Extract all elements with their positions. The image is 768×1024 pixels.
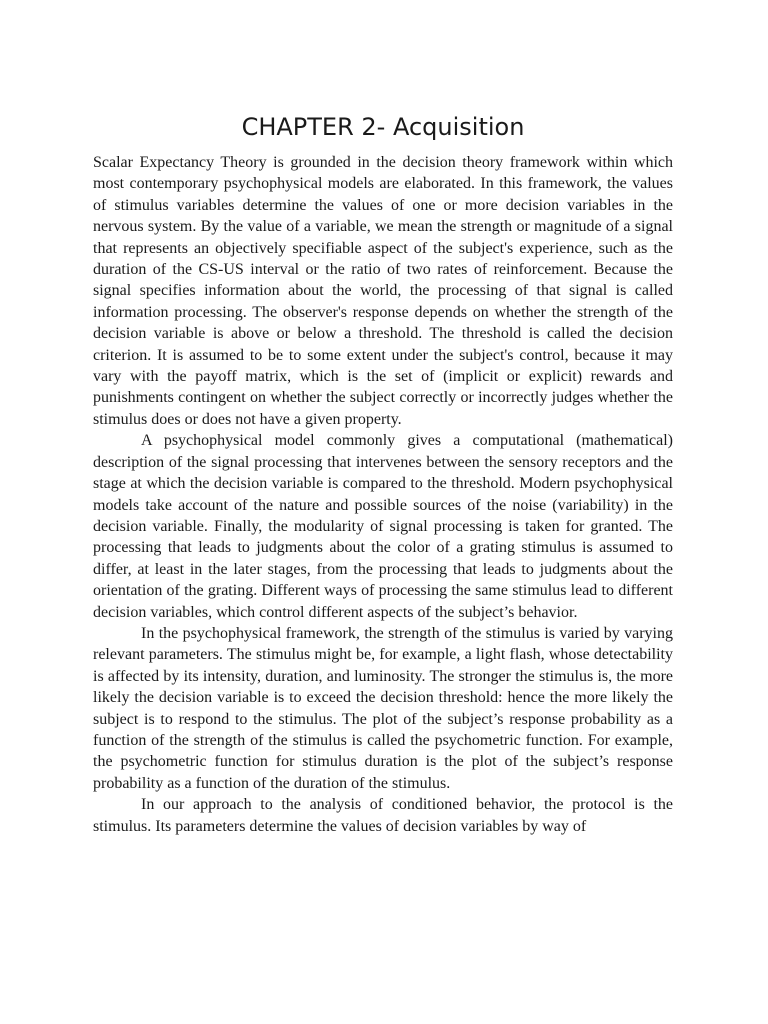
paragraph-1: Scalar Expectancy Theory is grounded in the decision theory framework within which most contemporary psychophysical models are elaborated. In this framework, the values of stimulus variables determine the values of one or more decision variables in the nervous system. By the value of a variable, we mean the strength or magnitude of a signal that represents an objectively specifiable aspect of the subject's experience, such as the duration of the CS-US interval or the ratio of two rates of reinforcement. Because the signal specifies information about the world, the processing of that signal is called information processing. The observer's response depends on whether the strength of the decision variable is above or below a threshold. The threshold is called the decision criterion. It is assumed to be to some extent under the subject's control, because it may vary with the payoff matrix, which is the set of (implicit or explicit) rewards and punishments contingent on whether the subject correctly or incorrectly judges whether the stimulus does or does not have a given property. — [93, 154, 673, 428]
paragraph-2: A psychophysical model commonly gives a computational (mathematical) description of the signal processing that intervenes between the sensory receptors and the stage at which the decision variable is compared to the threshold. Modern psychophysical models take account of the nature and possible sources of the noise (variability) in the decision variable. Finally, the modularity of signal processing is taken for granted. The processing that leads to judgments about the color of a grating stimulus is assumed to differ, at least in the later stages, from the processing that leads to judgments about the orientation of the grating. Different ways of processing the same stimulus lead to different decision variables, which control different aspects of the subject’s behavior. — [93, 432, 673, 621]
paragraph-3: In the psychophysical framework, the strength of the stimulus is varied by varying relevant parameters. The stimulus might be, for example, a light flash, whose detectability is affected by its intensity, duration, and luminosity. The stronger the stimulus is, the more likely the decision variable is to exceed the decision threshold: hence the more likely the subject is to respond to the stimulus. The plot of the subject’s response probability as a function of the strength of the stimulus is called the psychometric function. For example, the psychometric function for stimulus duration is the plot of the subject’s response probability as a function of the duration of the stimulus. — [93, 624, 673, 792]
paragraph-4: In our approach to the analysis of conditioned behavior, the protocol is the stimulus. Its parameters determine the values of decision variables by way of — [93, 796, 673, 835]
chapter-title: CHAPTER 2- Acquisition — [241, 113, 525, 141]
body-text — [93, 152, 673, 837]
